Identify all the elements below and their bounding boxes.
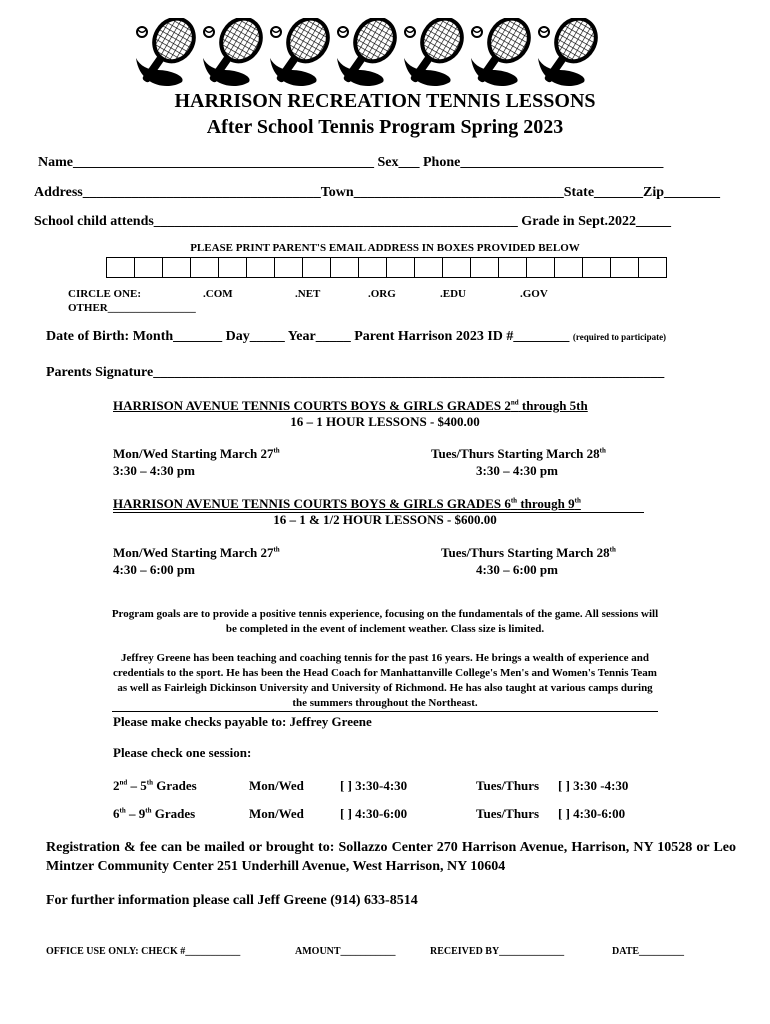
- email-char-box[interactable]: [219, 257, 247, 278]
- coach-bio: Jeffrey Greene has been teaching and coaching tennis for the past 16 years. He brings a wealth of experience and credentials to the sport. He has been the Head Coach for Manhattanville College's Men's and Women's Tennis Team as well as Fairleigh Dickinson University and University of Richmond. He has also taught at various camps during the summers throughout the Northeast.: [113, 652, 657, 709]
- racket-icon: [538, 18, 600, 86]
- office-check-field[interactable]: OFFICE USE ONLY: CHECK #___________: [46, 946, 241, 957]
- tennis-racket-banner: [130, 18, 600, 92]
- domain-option-com[interactable]: .COM: [203, 288, 233, 300]
- racket-icon: [136, 18, 201, 86]
- racket-icon: [270, 18, 335, 86]
- email-char-box[interactable]: [163, 257, 191, 278]
- page-subtitle: After School Tennis Program Spring 2023: [206, 116, 564, 138]
- session-checkbox[interactable]: [ ] 4:30-6:00: [340, 806, 408, 821]
- office-received-field[interactable]: RECEIVED BY_____________: [430, 946, 565, 957]
- dob-id-field[interactable]: Date of Birth: Month_______ Day_____ Year_____ Parent Harrison 2023 ID #________ (required to participate): [46, 329, 667, 344]
- email-char-box[interactable]: [583, 257, 611, 278]
- program-goals: Program goals are to provide a positive tennis experience, focusing on the fundamentals of the game. All sessions will be completed in the event of inclement weather. Class size is limited.: [111, 608, 659, 635]
- email-instruction: PLEASE PRINT PARENT'S EMAIL ADDRESS IN BOXES PROVIDED BELOW: [190, 242, 580, 254]
- email-entry-boxes[interactable]: [106, 257, 667, 278]
- session-checkbox[interactable]: [ ] 3:30-4:30: [340, 778, 408, 793]
- section2-heading: HARRISON AVENUE TENNIS COURTS BOYS & GIRLS GRADES 6th through 9th: [113, 496, 581, 511]
- session-days: Tues/Thurs: [476, 806, 540, 821]
- domain-option-net[interactable]: .NET: [295, 288, 321, 300]
- contact-info: For further information please call Jeff Greene (914) 633-8514: [46, 893, 418, 908]
- name-sex-phone-field[interactable]: Name___________________________________________ Sex___ Phone_____________________________: [38, 155, 664, 170]
- registration-info: Registration & fee can be mailed or brought to: Sollazzo Center 270 Harrison Avenue, Harrison, NY 10528 or Leo Mintzer Community Center 251 Underhill Avenue, West Harrison, NY 10604: [46, 840, 736, 874]
- email-char-box[interactable]: [639, 257, 667, 278]
- school-grade-field[interactable]: School child attends____________________________________________________ Grade in Sept.2022_____: [34, 214, 672, 229]
- domain-option-edu[interactable]: .EDU: [440, 288, 466, 300]
- section1-heading: HARRISON AVENUE TENNIS COURTS BOYS & GIRLS GRADES 2nd through 5th: [113, 398, 588, 413]
- session-checkbox[interactable]: [ ] 3:30 -4:30: [558, 778, 629, 793]
- email-char-box[interactable]: [275, 257, 303, 278]
- email-char-box[interactable]: [303, 257, 331, 278]
- section1-tuesthurs-day: Tues/Thurs Starting March 28th: [431, 446, 606, 461]
- email-char-box[interactable]: [471, 257, 499, 278]
- email-char-box[interactable]: [247, 257, 275, 278]
- id-required-note: (required to participate): [572, 332, 667, 342]
- email-char-box[interactable]: [527, 257, 555, 278]
- section1-tuesthurs-time: 3:30 – 4:30 pm: [476, 463, 558, 478]
- email-char-box[interactable]: [331, 257, 359, 278]
- section2-tuesthurs-time: 4:30 – 6:00 pm: [476, 562, 558, 577]
- email-char-box[interactable]: [359, 257, 387, 278]
- domain-option-other[interactable]: OTHER________________: [68, 302, 196, 314]
- email-char-box[interactable]: [415, 257, 443, 278]
- email-char-box[interactable]: [499, 257, 527, 278]
- email-char-box[interactable]: [555, 257, 583, 278]
- office-date-field[interactable]: DATE_________: [612, 946, 685, 957]
- email-char-box[interactable]: [611, 257, 639, 278]
- racket-icon: [471, 18, 536, 86]
- session-grade-label: 2nd – 5th Grades: [113, 778, 197, 793]
- session-days: Mon/Wed: [249, 806, 304, 821]
- domain-option-org[interactable]: .ORG: [368, 288, 396, 300]
- circle-one-label: CIRCLE ONE:: [68, 288, 142, 300]
- session-days: Mon/Wed: [249, 778, 304, 793]
- check-session-label: Please check one session:: [113, 745, 252, 760]
- page-title: HARRISON RECREATION TENNIS LESSONS: [174, 90, 596, 112]
- parent-signature-field[interactable]: Parents Signature_________________________________________________________________________: [46, 365, 665, 380]
- racket-icon: [404, 18, 469, 86]
- office-amount-field[interactable]: AMOUNT___________: [295, 946, 396, 957]
- section1-monwed-time: 3:30 – 4:30 pm: [113, 463, 195, 478]
- address-town-state-zip-field[interactable]: Address__________________________________Town______________________________State_______Zip________: [34, 185, 721, 200]
- session-checkbox[interactable]: [ ] 4:30-6:00: [558, 806, 626, 821]
- email-char-box[interactable]: [135, 257, 163, 278]
- checks-payable: Please make checks payable to: Jeffrey Greene: [113, 714, 372, 729]
- bio-divider: [112, 711, 658, 712]
- section1-monwed-day: Mon/Wed Starting March 27th: [113, 446, 280, 461]
- email-char-box[interactable]: [443, 257, 471, 278]
- section2-monwed-day: Mon/Wed Starting March 27th: [113, 545, 280, 560]
- email-char-box[interactable]: [387, 257, 415, 278]
- section2-monwed-time: 4:30 – 6:00 pm: [113, 562, 195, 577]
- section2-tuesthurs-day: Tues/Thurs Starting March 28th: [441, 545, 616, 560]
- domain-option-gov[interactable]: .GOV: [520, 288, 548, 300]
- section2-subheading: 16 – 1 & 1/2 HOUR LESSONS - $600.00: [273, 512, 497, 527]
- email-char-box[interactable]: [107, 257, 135, 278]
- section1-subheading: 16 – 1 HOUR LESSONS - $400.00: [290, 414, 480, 429]
- racket-icon: [203, 18, 268, 86]
- session-days: Tues/Thurs: [476, 778, 540, 793]
- email-char-box[interactable]: [191, 257, 219, 278]
- racket-icon: [337, 18, 402, 86]
- session-grade-label: 6th – 9th Grades: [113, 806, 196, 821]
